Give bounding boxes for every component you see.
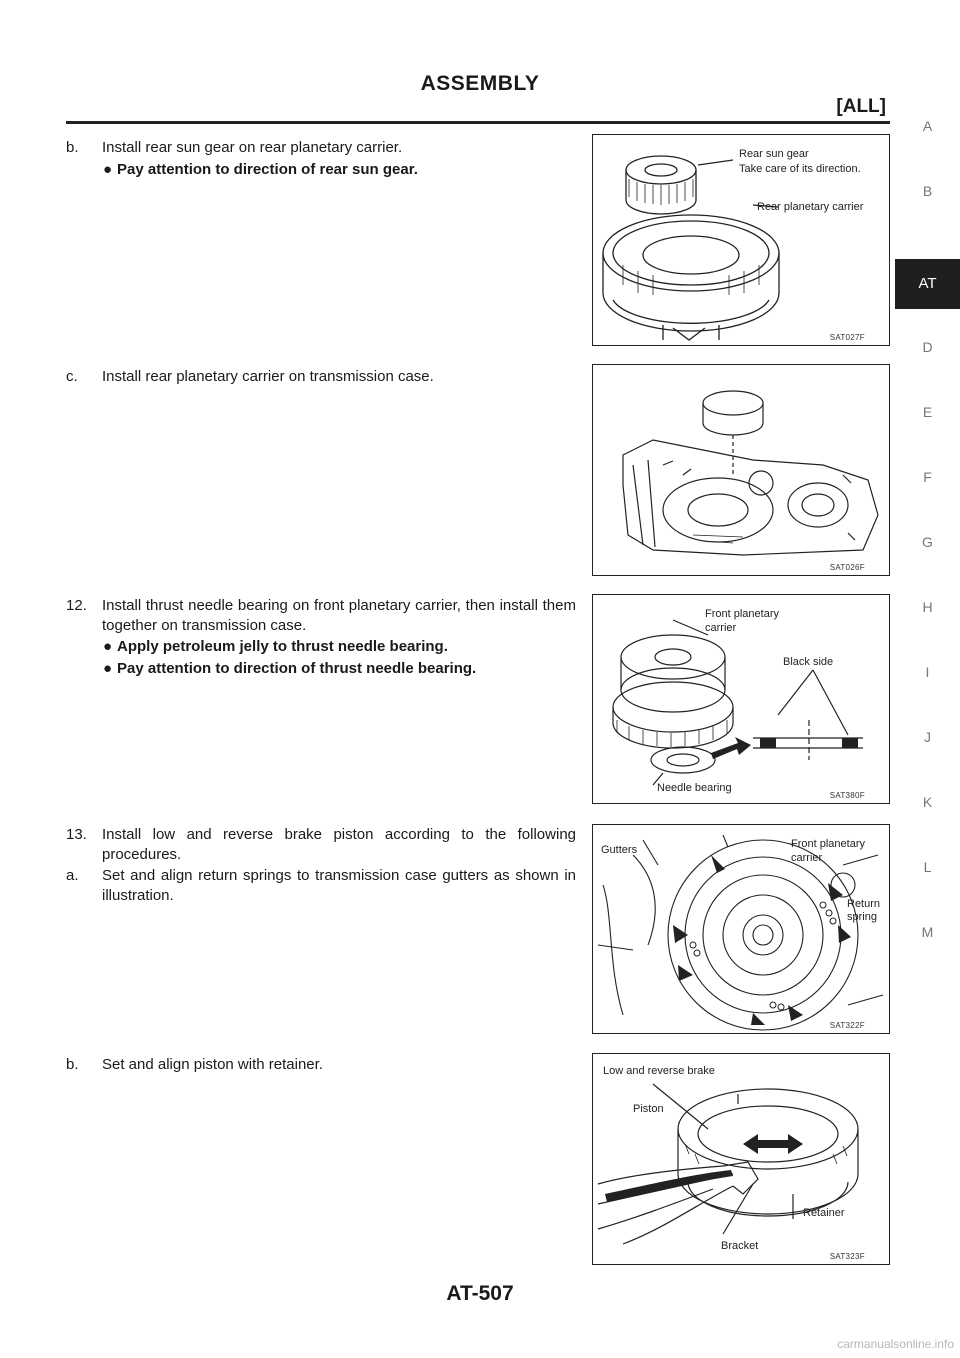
step-a2 [66, 866, 576, 908]
step-number: c. [66, 368, 78, 385]
step-text: Install low and reverse brake piston according to the following procedures. [102, 826, 576, 863]
tab-d[interactable]: D [922, 339, 933, 355]
step-text: Install rear sun gear on rear planetary carrier. [102, 139, 403, 156]
step-text: Set and align return springs to transmission case gutters as shown in illustration. [102, 867, 576, 904]
tab-i[interactable]: I [925, 664, 930, 680]
step-text: Set and align piston with retainer. [102, 1056, 323, 1073]
label-rear-sun-gear: Rear sun gear [739, 148, 809, 160]
step-12 [66, 596, 576, 638]
bullet-icon: ● [103, 161, 113, 178]
label-bracket: Bracket [721, 1240, 759, 1252]
tab-h[interactable]: H [922, 599, 933, 615]
header-rule [66, 121, 890, 124]
tab-m[interactable]: M [921, 924, 934, 940]
label-retainer: Retainer [803, 1207, 845, 1219]
label-front-planetary: Front planetary [705, 608, 779, 620]
thrust-needle-bearing-illustration [593, 595, 888, 802]
transmission-case-illustration [593, 365, 888, 574]
label-piston: Piston [633, 1103, 664, 1115]
step-c1 [66, 367, 576, 389]
tab-k[interactable]: K [922, 794, 933, 810]
figure-code: SAT323F [829, 1252, 865, 1261]
step-number: b. [66, 139, 79, 156]
tab-g[interactable]: G [922, 534, 933, 550]
label-spring: spring [847, 911, 877, 923]
step-number: b. [66, 1056, 79, 1073]
label-rear-planetary-carrier: Rear planetary carrier [757, 201, 864, 213]
label-black-side: Black side [783, 656, 834, 668]
bullet-icon: ● [103, 660, 113, 677]
tab-e[interactable]: E [922, 404, 933, 420]
label-carrier: carrier [705, 622, 737, 634]
tab-at[interactable]: AT [895, 259, 960, 309]
figure-thrust-needle-bearing [592, 594, 890, 804]
figure-code: SAT380F [829, 791, 865, 800]
bullet-item: ● Pay attention to direction of thrust needle bearing. [103, 660, 477, 677]
tab-a[interactable]: A [922, 118, 933, 134]
tab-j[interactable]: J [924, 729, 931, 745]
step-number: 13. [66, 826, 87, 843]
label-return: Return [847, 898, 881, 910]
step-b1 [66, 138, 576, 160]
return-springs-illustration [593, 825, 888, 1032]
tab-f[interactable]: F [923, 469, 932, 485]
bullet-item: ● Apply petroleum jelly to thrust needle bearing. [103, 638, 448, 655]
figure-rear-sun-gear [592, 134, 890, 346]
step-text: Install rear planetary carrier on transmission case. [102, 368, 434, 385]
bullet-icon: ● [103, 638, 113, 655]
step-number: a. [66, 867, 79, 884]
piston-retainer-illustration [593, 1054, 888, 1263]
page-title: ASSEMBLY [420, 72, 540, 95]
figure-code: SAT322F [829, 1021, 865, 1030]
figure-transmission-case [592, 364, 890, 576]
rear-sun-gear-illustration [593, 135, 888, 344]
label-low-reverse-brake: Low and reverse brake [603, 1065, 715, 1077]
tab-l[interactable]: L [923, 859, 932, 875]
figure-piston-retainer [592, 1053, 890, 1265]
section-label: [ALL] [836, 96, 886, 117]
label-gutters: Gutters [601, 844, 638, 856]
label-carrier: carrier [791, 852, 823, 864]
watermark: carmanualsonline.info [837, 1337, 954, 1351]
page-number: AT-507 [446, 1282, 514, 1305]
label-take-care: Take care of its direction. [739, 163, 861, 175]
label-front-planetary: Front planetary [791, 838, 865, 850]
bullet-item: ● Pay attention to direction of rear sun gear. [103, 161, 418, 178]
step-13 [66, 825, 576, 867]
figure-code: SAT027F [829, 333, 865, 342]
step-text: Install thrust needle bearing on front planetary carrier, then install them together on transmission case. [102, 597, 576, 634]
label-needle-bearing: Needle bearing [657, 782, 732, 794]
step-b2 [66, 1055, 576, 1077]
tab-b[interactable]: B [922, 183, 933, 199]
step-number: 12. [66, 597, 87, 614]
figure-code: SAT026F [829, 563, 865, 572]
figure-return-springs [592, 824, 890, 1034]
